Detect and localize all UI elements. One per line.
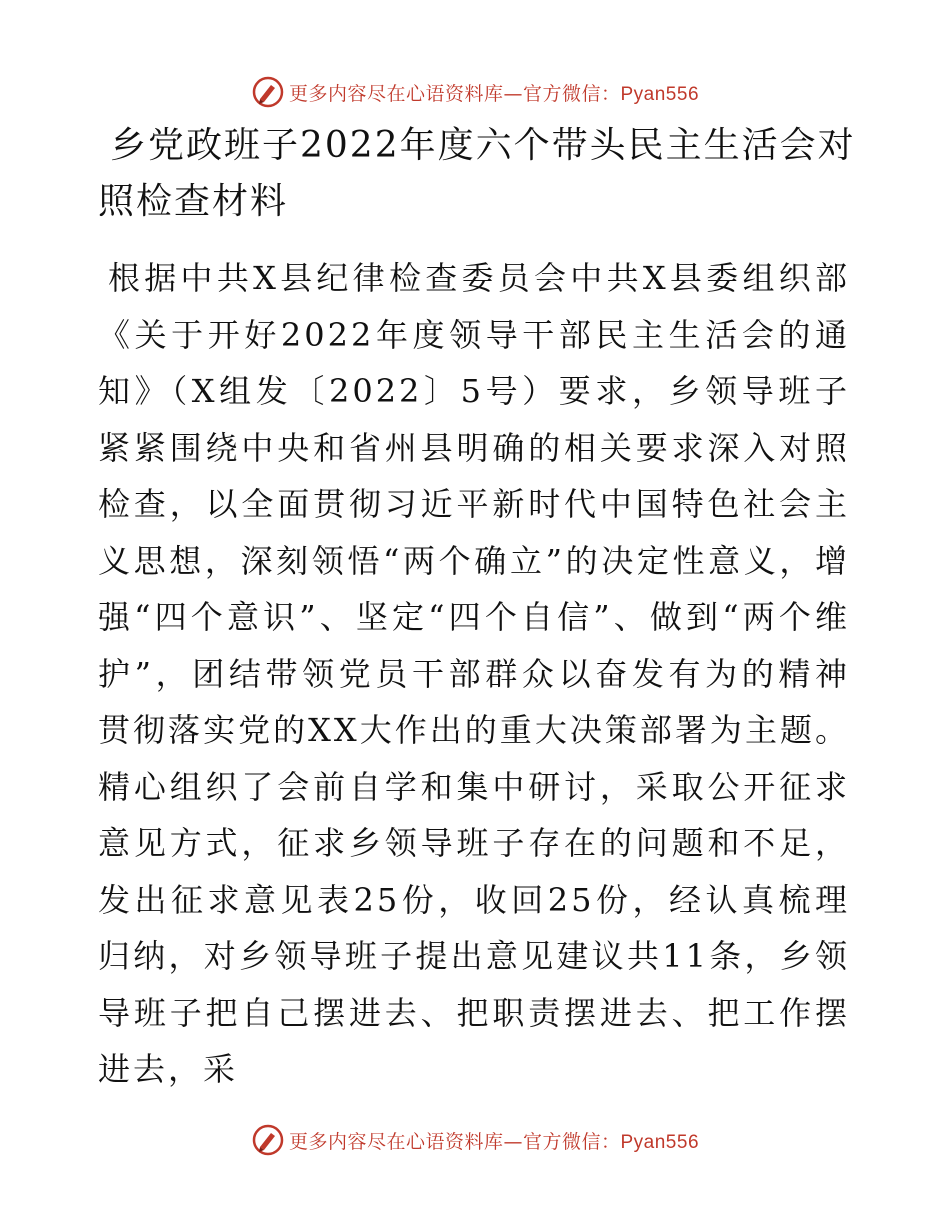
footer-banner-text — [289, 1127, 699, 1154]
footer-wechat-label: 官方微信： — [522, 1130, 621, 1153]
header-wechat-label: 官方微信： — [522, 82, 621, 105]
footer-wechat-handle: Pyan556 — [620, 1131, 700, 1153]
pen-circle-icon — [251, 1123, 285, 1157]
header-wechat-handle: Pyan556 — [620, 83, 700, 105]
header-banner-text — [289, 79, 699, 106]
header-banner — [0, 72, 950, 112]
footer-site-text: 更多内容尽在心语资料库 — [288, 1130, 504, 1153]
document-paragraph: 根据中共X县纪律检查委员会中共X县委组织部《关于开好2022年度领导干部民主生活会的通知》（X组发〔2022〕5号）要求，乡领导班子紧紧围绕中央和省州县明确的相关要求深入对照检查，以全面贯彻习近平新时代中国特色社会主义思想，深刻领悟“两个确立”的决定性意义，增强“四个意识”、坚定“四个自信”、做到“两个维护”，团结带领党员干部群众以奋发有为的精神贯彻落实党的XX大作出的重大决策部署为主题。精心组织了会前自学和集中研讨，采取公开征求意见方式，征求乡领导班子存在的问题和不足，发出征求意见表25份，收回25份，经认真梳理归纳，对乡领导班子提出意见建议共11条，乡领导班子把自己摆进去、把职责摆进去、把工作摆进去，采 — [98, 259, 850, 1088]
footer-banner — [0, 1120, 950, 1160]
document-title: 乡党政班子2022年度六个带头民主生活会对照检查材料 — [98, 125, 856, 222]
pen-circle-icon — [251, 75, 285, 109]
footer-separator: — — [503, 1130, 523, 1153]
header-site-text: 更多内容尽在心语资料库 — [288, 82, 504, 105]
header-separator: — — [503, 82, 523, 105]
